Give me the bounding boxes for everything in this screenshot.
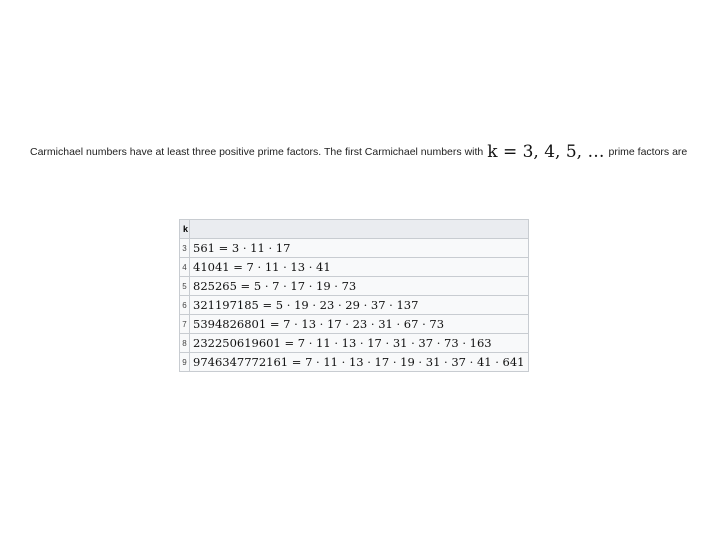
intro-text-before: Carmichael numbers have at least three positive prime factors. The first Carmichael numbers with — [30, 146, 484, 158]
row-k: 4 — [180, 258, 190, 277]
row-factorization: 561 = 3 · 11 · 17 — [190, 239, 529, 258]
intro-math-expression: k = 3, 4, 5, … — [487, 142, 605, 162]
header-k: k — [180, 220, 190, 239]
intro-text-after: prime factors are — [608, 146, 688, 158]
row-k: 9 — [180, 353, 190, 372]
row-k: 6 — [180, 296, 190, 315]
table-row — [180, 277, 529, 296]
table-row — [180, 258, 529, 277]
table-row — [180, 315, 529, 334]
row-k: 5 — [180, 277, 190, 296]
header-value — [190, 220, 529, 239]
row-k: 3 — [180, 239, 190, 258]
table-row — [180, 334, 529, 353]
row-k: 7 — [180, 315, 190, 334]
table-row — [180, 239, 529, 258]
row-factorization: 9746347772161 = 7 · 11 · 13 · 17 · 19 · 31 · 37 · 41 · 641 — [190, 353, 529, 372]
row-k: 8 — [180, 334, 190, 353]
row-factorization: 5394826801 = 7 · 13 · 17 · 23 · 31 · 67 · 73 — [190, 315, 529, 334]
table-row — [180, 353, 529, 372]
row-factorization: 41041 = 7 · 11 · 13 · 41 — [190, 258, 529, 277]
carmichael-table — [179, 219, 529, 372]
row-factorization: 232250619601 = 7 · 11 · 13 · 17 · 31 · 37 · 73 · 163 — [190, 334, 529, 353]
intro-paragraph — [30, 139, 710, 165]
table-row — [180, 296, 529, 315]
row-factorization: 825265 = 5 · 7 · 17 · 19 · 73 — [190, 277, 529, 296]
row-factorization: 321197185 = 5 · 19 · 23 · 29 · 37 · 137 — [190, 296, 529, 315]
table-header-row — [180, 220, 529, 239]
